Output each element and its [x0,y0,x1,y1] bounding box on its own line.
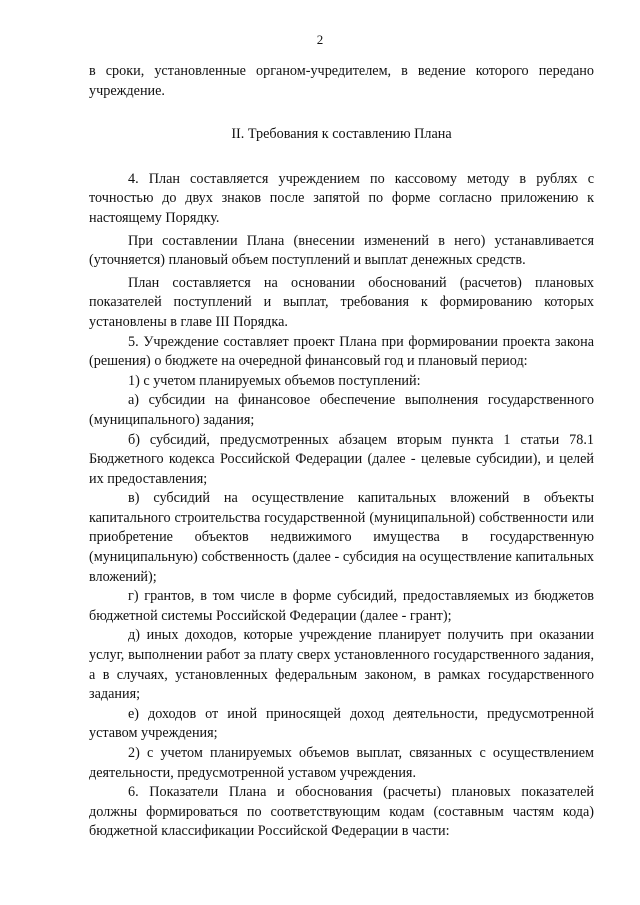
paragraph-subitem-v: в) субсидий на осуществление капитальных вложений в объекты капитального строительства государственной (муниципальной) собственности или приобретение объектов недвижимого имущества в государственную (муниципальную) собственность (далее - субсидия на осуществление капитальных вложений); [89,490,594,585]
paragraph-subitem-b: б) субсидий, предусмотренных абзацем вторым пункта 1 статьи 78.1 Бюджетного кодекса Российской Федерации (далее - целевые субсидии), и целей их предоставления; [89,431,594,487]
paragraph-intro: в сроки, установленные органом-учредителем, в ведение которого передано учреждение. [89,63,594,99]
paragraph-subitem-2: 2) с учетом планируемых объемов выплат, связанных с осуществлением деятельности, предусмотренной уставом учреждения. [89,745,594,781]
paragraph-subitem-1: 1) с учетом планируемых объемов поступлений: [128,372,421,389]
paragraph-subitem-a: а) субсидии на финансовое обеспечение выполнения государственного (муниципального) задания; [89,392,594,428]
document-body [89,62,594,842]
paragraph-item-4: 4. План составляется учреждением по кассовому методу в рублях с точностью до двух знаков после запятой по форме согласно приложению к настоящему Порядку. [89,170,594,226]
section-heading: II. Требования к составлению Плана [231,126,452,143]
paragraph-subitem-e: е) доходов от иной приносящей доход деятельности, предусмотренной уставом учреждения; [89,705,594,742]
paragraph-plan-basis: План составляется на основании обоснований (расчетов) плановых показателей поступлений и выплат, требования к формированию которых установлены в главе III Порядка. [89,274,594,330]
paragraph-subitem-d: д) иных доходов, которые учреждение планирует получить при оказании услуг, выполнении работ за плату сверх установленного государственного задания, а в случаях, установленных федеральным законом, в рамках государственного задания; [89,627,594,703]
paragraph-subitem-g: г) грантов, в том числе в форме субсидий, предоставляемых из бюджетов бюджетной системы Российской Федерации (далее - грант); [89,588,594,624]
paragraph-plan-changes: При составлении Плана (внесении изменений в него) устанавливается (уточняется) плановый объем поступлений и выплат денежных средств. [89,232,594,269]
paragraph-item-6: 6. Показатели Плана и обоснования (расчеты) плановых показателей должны формироваться по соответствующим кодам (составным частям кода) бюджетной классификации Российской Федерации в части: [89,784,594,840]
page-number: 2 [316,32,324,47]
paragraph-item-5: 5. Учреждение составляет проект Плана при формировании проекта закона (решения) о бюджете на очередной финансовый год и плановый период: [89,333,594,370]
